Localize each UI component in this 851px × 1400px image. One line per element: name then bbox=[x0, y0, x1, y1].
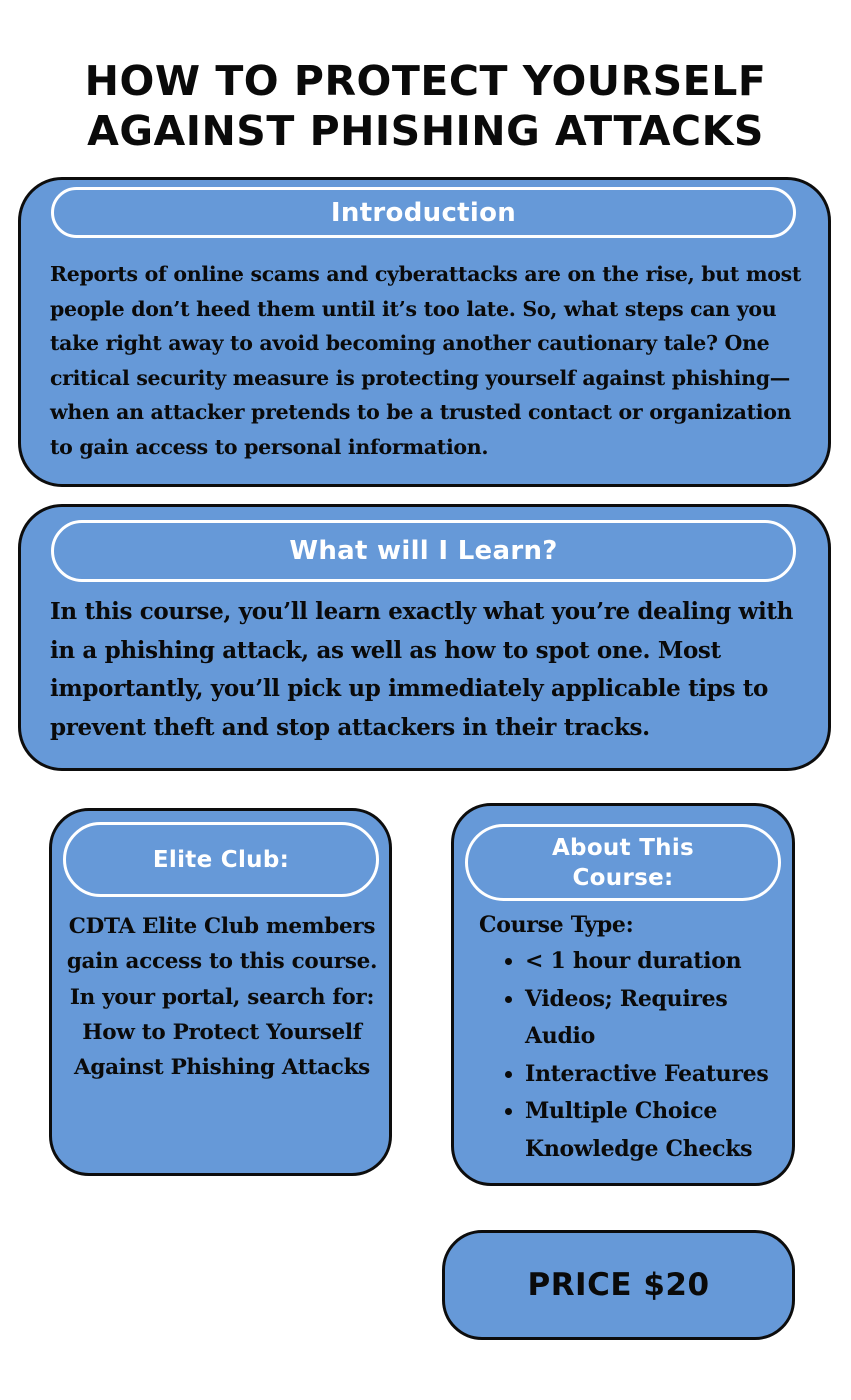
elite-club-body-line: CDTA Elite Club members gain access to this course. bbox=[66, 914, 378, 975]
elite-club-card bbox=[49, 808, 392, 1176]
about-this-course-card bbox=[451, 803, 795, 1186]
what-will-i-learn-heading: What will I Learn? bbox=[51, 520, 796, 582]
what-will-i-learn-body: In this course, you’ll learn exactly what you’re dealing with in a phishing attack, as well as how to spot one. Most importantly, you’ll pick up immediately applicable tips to prevent theft and stop attackers in their tracks. bbox=[50, 598, 794, 741]
course-type-label: Course Type: bbox=[479, 912, 634, 938]
introduction-card bbox=[18, 177, 831, 487]
page-title: HOW TO PROTECT YOURSELF AGAINST PHISHING ATTACKS bbox=[84, 57, 767, 155]
list-item: • Videos; Requires Audio bbox=[525, 981, 779, 1056]
elite-club-body bbox=[64, 909, 380, 1085]
price-card bbox=[442, 1230, 795, 1340]
what-will-i-learn-card bbox=[18, 504, 831, 771]
introduction-heading: Introduction bbox=[51, 187, 796, 238]
price-label: PRICE $20 bbox=[527, 1267, 710, 1303]
elite-club-body-line: In your portal, search for: How to Protect Yourself Against Phishing Attacks bbox=[69, 984, 375, 1081]
elite-club-heading: Elite Club: bbox=[63, 822, 379, 897]
about-this-course-heading: About This Course: bbox=[465, 824, 781, 901]
list-item: • Interactive Features bbox=[525, 1056, 779, 1094]
introduction-body: Reports of online scams and cyberattacks are on the rise, but most people don’t heed them until it’s too late. So, what steps can you take right away to avoid becoming another cautionary tale? One critical security measure is protecting yourself against phishing—when an attacker pretends to be a trusted contact or organization to gain access to personal information. bbox=[50, 262, 802, 459]
list-item: • Multiple Choice Knowledge Checks bbox=[525, 1093, 779, 1168]
course-type-list bbox=[479, 943, 779, 1168]
list-item: • < 1 hour duration bbox=[525, 943, 779, 981]
